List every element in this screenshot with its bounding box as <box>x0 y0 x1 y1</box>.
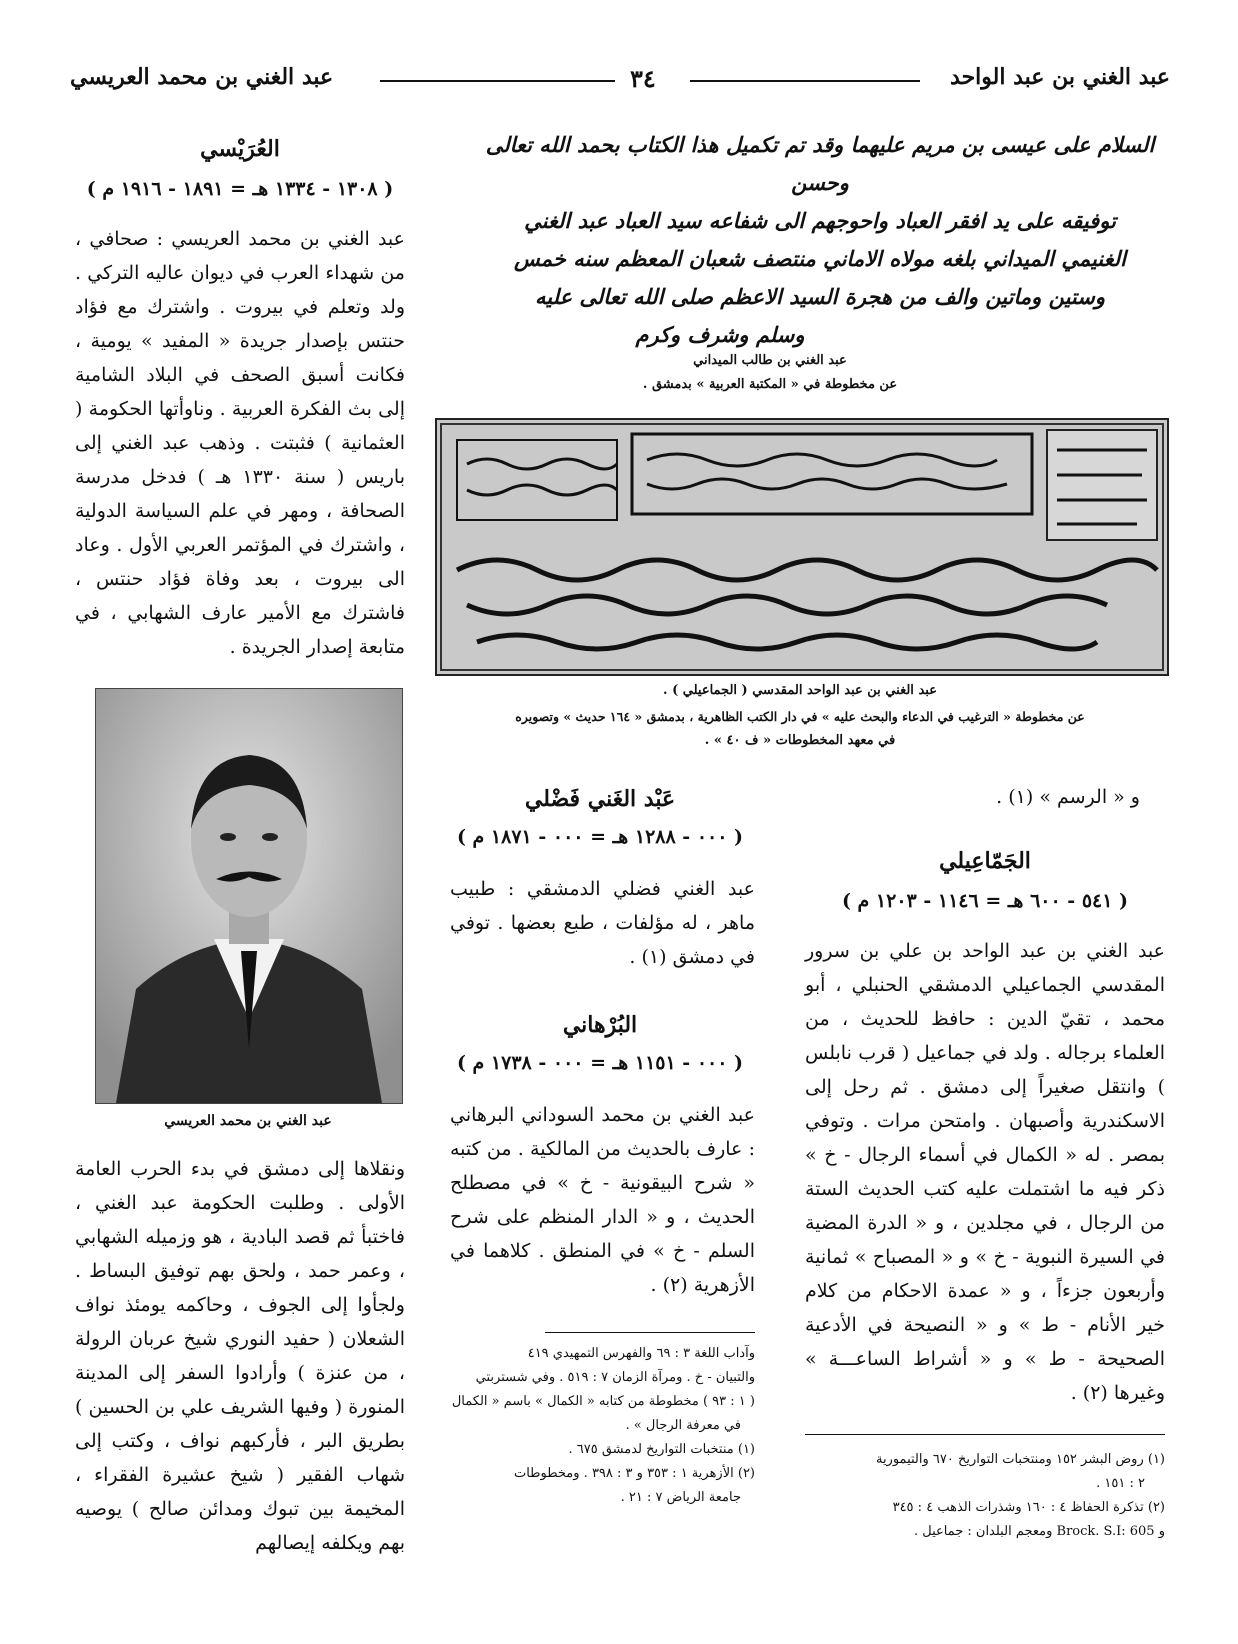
entry-title-burhani: البُرْهاني <box>562 1012 638 1038</box>
header-rule-right <box>690 80 920 82</box>
manuscript-caption-source-1: عن مخطوطة « الترغيب في الدعاء والبحث عليه » في دار الكتب الظاهرية ، بدمشق « ١٦٤ حديث » وتصويره <box>515 709 1085 724</box>
entry-text-arisi-continued: ونقلاها إلى دمشق في بدء الحرب العامة الأولى . وطلبت الحكومة عبد الغني ، فاختبأ ثم قصد البادية ، هو وزميله الشهابي ، وعمر حمد ، ولحق بهم توفيق البساط . ولجأوا إلى الجوف ، وحاكمه يومئذ نواف الشعلان ( حفيد النوري شيخ عربان الرولة ، من عنزة ) وأرادوا السفر إلى المدينة المنورة ( وفيها الشريف علي بن الحسين ) بطريق البر ، فأركبهم نواف ، وكتب إلى شهاب الفقير ( شيخ عشيرة الفقراء ، المخيمة بين تبوك ومدائن صالح ) يوصيه بهم ويكلفه إيصالهم <box>75 1158 405 1554</box>
footnote-line: ( ١ : ٩٣ ) مخطوطة من كتابه « الكمال » باسم « الكمال <box>451 1394 755 1409</box>
header-rule-left <box>380 80 615 82</box>
manuscript-caption-name: عبد الغني بن عبد الواحد المقدسي ( الجماعيلي ) . <box>663 683 937 698</box>
calligraphy-line: توفيقه على يد افقر العباد واحوجهم الى شفاعه سيد العباد عبد الغني <box>524 208 1116 233</box>
manuscript-image <box>435 418 1169 676</box>
entry-text-burhani: عبد الغني بن محمد السوداني البرهاني : عارف بالحديث من المالكية . من كتبه « شرح البيقونية - خ » في مصطلح الحديث ، و « الدار المنظم على شرح السلم - خ » في المنطق . كلاهما في الأزهرية (٢) . <box>450 1104 755 1296</box>
footnote-line: ٢ : ١٥١ . <box>1096 1476 1145 1491</box>
footnote-line: والتبيان - خ . ومرآة الزمان ٧ : ٥١٩ . وفي شستربتي <box>475 1370 755 1385</box>
rasm-line: و « الرسم » (١) . <box>996 786 1140 808</box>
footnote-rule-middle <box>545 1332 755 1333</box>
entry-dates-burhani: ( ٠٠٠ - ١١٥١ هـ = ٠٠٠ - ١٧٣٨ م ) <box>456 1052 744 1074</box>
entry-title-jamaili: الجَمّاعِيلي <box>939 848 1031 874</box>
footnote-line: (١) منتخبات التواريخ لدمشق ٦٧٥ . <box>568 1442 755 1457</box>
page-number: ٣٤ <box>630 64 656 93</box>
calligraphy-line: السلام على عيسى بن مريم عليهما وقد تم تكميل هذا الكتاب بحمد الله تعالى وحسن <box>485 132 1155 195</box>
header-left-title: عبد الغني بن محمد العريسي <box>70 64 334 90</box>
entry-text-jamaili: عبد الغني بن عبد الواحد بن علي بن سرور المقدسي الجماعيلي الدمشقي الحنبلي ، أبو محمد ، تقيّ الدين : حافظ للحديث ، من العلماء برجاله . ولد في جماعيل ( قرب نابلس ) وانتقل صغيراً إلى دمشق . ثم رحل إلى الاسكندرية وأصبهان . وامتحن مرات . وتوفي بمصر . له « الكمال في أسماء الرجال - خ » ذكر فيه ما اشتملت عليه كتب الحديث الستة من الرجال ، في مجلدين ، و « الدرة المضية في السيرة النبوية - خ » و « المصباح » ثمانية وأربعون جزءاً ، و « عمدة الاحكام من كلام خير الأنام - ط » و « النصيحة في الأدعية الصحيحة - ط » و « أشراط الساعـــة » وغيرها (٢) . <box>805 940 1165 1404</box>
entry-text-fadli: عبد الغني فضلي الدمشقي : طبيب ماهر ، له مؤلفات ، طبع بعضها . توفي في دمشق (١) . <box>450 878 755 968</box>
footnote-line: وآداب اللغة ٣ : ٦٩ والفهرس التمهيدي ٤١٩ <box>527 1346 755 1361</box>
entry-title-fadli: عَبْد الغَني فَضْلي <box>524 786 676 812</box>
calligraphy-line: الغنيمي الميداني بلغه مولاه الاماني منتصف شعبان المعظم سنه خمس <box>513 246 1126 271</box>
footnotes-right <box>805 1448 1165 1544</box>
entry-text-arisi: عبد الغني بن محمد العريسي : صحافي ، من شهداء العرب في ديوان عاليه التركي . ولد وتعلم في بيروت . واشترك مع فؤاد حنتس بإصدار جريدة « المفيد » يومية ، فكانت أسبق الصحف في البلاد الشامية إلى بث الفكرة العربية . وناوأتها الحكومة ( العثمانية ) فثبتت . وذهب عبد الغني إلى باريس ( سنة ١٣٣٠ هـ ) فدخل مدرسة الصحافة ، ومهر في علم السياسة الدولية ، واشترك في المؤتمر العربي الأول . وعاد الى بيروت ، بعد وفاة فؤاد حنتس ، فاشترك مع الأمير عارف الشهابي ، في متابعة إصدار الجريدة . <box>75 228 406 658</box>
footnote-line: (٢) الأزهرية ١ : ٣٥٣ و ٣ : ٣٩٨ . ومخطوطات <box>513 1466 755 1481</box>
portrait-caption: عبد الغني بن محمد العريسي <box>164 1113 332 1129</box>
portrait-photo <box>95 688 403 1104</box>
calligraphy-manuscript <box>470 126 1170 354</box>
entry-dates-arisi: ( ١٣٠٨ - ١٣٣٤ هـ = ١٨٩١ - ١٩١٦ م ) <box>86 178 394 200</box>
entry-dates-jamaili: ( ٥٤١ - ٦٠٠ هـ = ١١٤٦ - ١٢٠٣ م ) <box>841 890 1129 912</box>
manuscript-illustration <box>437 420 1167 674</box>
footnotes-middle <box>450 1342 755 1510</box>
calligraphy-line: وستين وماتين والف من هجرة السيد الاعظم صلى الله تعالى عليه <box>535 284 1105 309</box>
footnote-rule-right <box>805 1434 1165 1435</box>
header-right-title: عبد الغني بن عبد الواحد <box>950 64 1170 90</box>
calligraphy-line: وسلم وشرف وكرم <box>635 322 805 347</box>
entry-title-arisi: العُرَيْسي <box>200 136 280 162</box>
portrait-illustration <box>96 689 402 1103</box>
page-header <box>70 64 1170 104</box>
entry-dates-fadli: ( ٠٠٠ - ١٢٨٨ هـ = ٠٠٠ - ١٨٧١ م ) <box>456 826 744 848</box>
footnote-line: و Brock. S.I: 605 ومعجم البلدان : جماعيل . <box>913 1524 1165 1539</box>
calligraphy-caption-source: عن مخطوطة في « المكتبة العربية » بدمشق . <box>642 377 898 392</box>
footnote-line: في معرفة الرجال » . <box>625 1418 741 1433</box>
calligraphy-caption-name: عبد الغني بن طالب الميداني <box>693 353 847 368</box>
footnote-line: جامعة الرياض ٧ : ٢١ . <box>620 1490 741 1505</box>
footnote-line: (٢) تذكرة الحفاظ ٤ : ١٦٠ وشذرات الذهب ٤ : ٣٤٥ <box>892 1500 1165 1515</box>
manuscript-caption-source-2: في معهد المخطوطات « ف ٤٠ » . <box>704 733 896 748</box>
footnote-line: (١) روض البشر ١٥٢ ومنتخبات التواريخ ٦٧٠ والتيمورية <box>875 1452 1165 1467</box>
